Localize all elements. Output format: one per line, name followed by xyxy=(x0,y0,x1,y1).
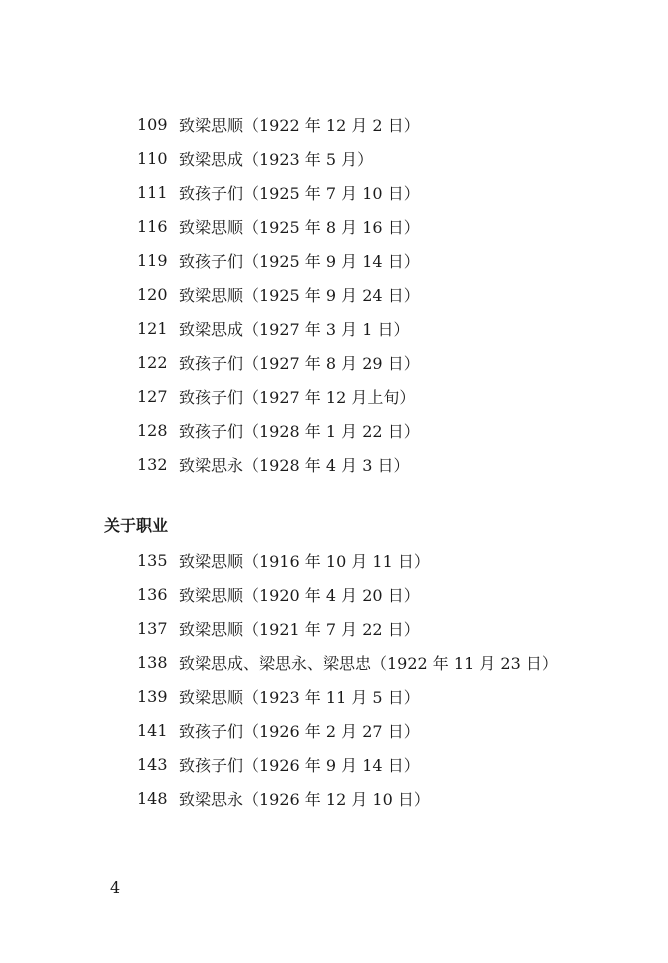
toc-entry[interactable] xyxy=(0,379,668,413)
toc-entry[interactable] xyxy=(0,781,668,815)
toc-entry[interactable] xyxy=(0,209,668,243)
toc-entry-title: 致孩子们（1926 年 2 月 27 日） xyxy=(179,721,420,741)
toc-page-number: 135 xyxy=(137,550,168,570)
toc-entry-title: 致孩子们（1926 年 9 月 14 日） xyxy=(179,755,420,775)
toc-page-number: 121 xyxy=(137,318,168,338)
toc-entry[interactable] xyxy=(0,747,668,781)
toc-entry-title: 致孩子们（1928 年 1 月 22 日） xyxy=(179,421,420,441)
toc-entry[interactable] xyxy=(0,175,668,209)
toc-page-number: 148 xyxy=(137,788,168,808)
toc-entry[interactable] xyxy=(0,311,668,345)
toc-entry[interactable] xyxy=(0,141,668,175)
toc-entry-title: 致梁思顺（1916 年 10 月 11 日） xyxy=(179,551,430,571)
toc-page-number: 132 xyxy=(137,454,168,474)
toc-page-number: 136 xyxy=(137,584,168,604)
toc-entry[interactable] xyxy=(0,277,668,311)
toc-entry-title: 致梁思顺（1923 年 11 月 5 日） xyxy=(179,687,420,707)
toc-entry[interactable] xyxy=(0,611,668,645)
toc-page-number: 116 xyxy=(137,216,168,236)
toc-page-number: 110 xyxy=(137,148,168,168)
toc-entry-title: 致孩子们（1927 年 12 月上旬） xyxy=(179,387,416,407)
toc-entry[interactable] xyxy=(0,413,668,447)
toc-entry[interactable] xyxy=(0,107,668,141)
toc-page-number: 128 xyxy=(137,420,168,440)
toc-page-number: 120 xyxy=(137,284,168,304)
toc-page-number: 141 xyxy=(137,720,168,740)
toc-entry-title: 致梁思顺（1921 年 7 月 22 日） xyxy=(179,619,420,639)
toc-entry-title: 致梁思顺（1925 年 8 月 16 日） xyxy=(179,217,420,237)
toc-entry[interactable] xyxy=(0,543,668,577)
toc-entry-title: 致梁思永（1926 年 12 月 10 日） xyxy=(179,789,430,809)
toc-page-number: 143 xyxy=(137,754,168,774)
page-number: 4 xyxy=(110,878,121,897)
toc-page-number: 109 xyxy=(137,114,168,134)
toc-entry-title: 致梁思顺（1922 年 12 月 2 日） xyxy=(179,115,420,135)
toc-entry[interactable] xyxy=(0,713,668,747)
toc-page-number: 111 xyxy=(137,182,168,202)
section-heading-occupation: 关于职业 xyxy=(104,516,169,535)
toc-entry-title: 致梁思顺（1920 年 4 月 20 日） xyxy=(179,585,420,605)
toc-page-number: 119 xyxy=(137,250,168,270)
toc-entry-title: 致梁思成（1923 年 5 月） xyxy=(179,149,374,169)
toc-entry[interactable] xyxy=(0,447,668,481)
toc-entry[interactable] xyxy=(0,679,668,713)
toc-group-letters xyxy=(0,107,668,481)
toc-group-occupation xyxy=(0,543,668,815)
toc-page-number: 122 xyxy=(137,352,168,372)
toc-entry-title: 致孩子们（1927 年 8 月 29 日） xyxy=(179,353,420,373)
toc-entry-title: 致梁思永（1928 年 4 月 3 日） xyxy=(179,455,410,475)
toc-entry-title: 致梁思顺（1925 年 9 月 24 日） xyxy=(179,285,420,305)
toc-entry[interactable] xyxy=(0,577,668,611)
toc-entry-title: 致梁思成（1927 年 3 月 1 日） xyxy=(179,319,410,339)
toc-entry-title: 致孩子们（1925 年 9 月 14 日） xyxy=(179,251,420,271)
toc-entry-title: 致孩子们（1925 年 7 月 10 日） xyxy=(179,183,420,203)
toc-entry[interactable] xyxy=(0,243,668,277)
toc-page-number: 138 xyxy=(137,652,168,672)
toc-entry[interactable] xyxy=(0,645,668,679)
toc-entry[interactable] xyxy=(0,345,668,379)
toc-page-number: 139 xyxy=(137,686,168,706)
toc-page-number: 127 xyxy=(137,386,168,406)
toc-page-number: 137 xyxy=(137,618,168,638)
toc-entry-title: 致梁思成、梁思永、梁思忠（1922 年 11 月 23 日） xyxy=(179,653,558,673)
